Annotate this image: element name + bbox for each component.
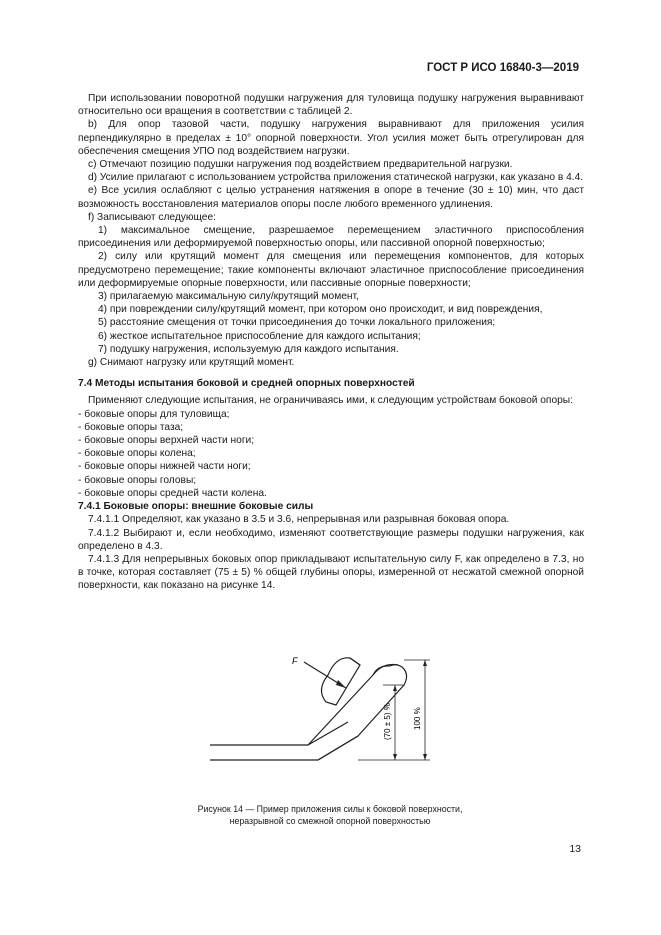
figure-caption bbox=[140, 803, 520, 827]
document-header: ГОСТ Р ИСО 16840-3—2019 bbox=[426, 62, 579, 74]
record-item: 2) силу или крутящий момент для смещения или перемещения компонентов, для которых предусмотрено перемещение; такие компоненты включают эластичное приспособление присоединения или деформируемые опорные поверхности, или пассивные опорные поверхности; bbox=[78, 251, 584, 289]
paragraph: При использовании поворотной подушки нагружения для туловища подушку нагружения выравнивают относительно оси вращения в соответствии с таблицей 2. bbox=[78, 93, 584, 118]
caption-line: неразрывной со смежной опорной поверхностью bbox=[229, 816, 431, 826]
list-item: - боковые опоры верхней части ноги; bbox=[78, 434, 584, 447]
caption-line: Рисунок 14 — Пример приложения силы к боковой поверхности, bbox=[197, 804, 463, 814]
dimension-inner-label: (70 ± 5) % bbox=[383, 703, 392, 740]
paragraph: e) Все усилия ослабляют с целью устранения натяжения в опоре в течение (30 ± 10) мин, что даст возможность восстановления материалов опоры после любого временного удлинения. bbox=[78, 185, 584, 210]
list-item: - боковые опоры головы; bbox=[78, 474, 584, 487]
document-body bbox=[78, 92, 584, 593]
section-title: 7.4 Методы испытания боковой и средней опорных поверхностей bbox=[78, 378, 415, 390]
paragraph: 7.4.1.2 Выбирают и, если необходимо, изменяют соответствующие размеры подушки нагружения, как определено в 4.3. bbox=[78, 527, 584, 552]
record-item: 7) подушку нагружения, используемую для каждого испытания. bbox=[98, 343, 399, 355]
list-item: - боковые опоры нижней части ноги; bbox=[78, 460, 584, 473]
list-item: - боковые опоры средней части колена. bbox=[78, 487, 584, 500]
paragraph: Применяют следующие испытания, не ограничиваясь ими, к следующим устройствам боковой опоры: bbox=[88, 395, 573, 407]
dimension-outer-label: 100 % bbox=[413, 707, 422, 730]
paragraph: g) Снимают нагрузку или крутящий момент. bbox=[88, 357, 295, 369]
record-item: 6) жесткое испытательное приспособление для каждого испытания; bbox=[98, 330, 421, 342]
subsection-title: 7.4.1 Боковые опоры: внешние боковые силы bbox=[78, 501, 314, 513]
paragraph: f) Записывают следующее: bbox=[88, 211, 216, 223]
force-label: F bbox=[292, 656, 298, 666]
paragraph: b) Для опор тазовой части, подушку нагружения выравнивают для приложения усилия перпендикулярно в пределах ± 10° опорной поверхности. Угол усилия может быть отрегулирован для обеспечения смещения УПО под воздействием нагрузки. bbox=[78, 119, 584, 157]
paragraph: c) Отмечают позицию подушки нагружения под воздействием предварительной нагрузки. bbox=[88, 159, 513, 171]
figure-14-diagram bbox=[208, 650, 438, 812]
record-item: 5) расстояние смещения от точки присоединения до точки локального приложения; bbox=[98, 317, 496, 329]
paragraph: 7.4.1.3 Для непрерывных боковых опор прикладывают испытательную силу F, как определено в 7.3, но в точке, которая составляет (75 ± 5) % общей глубины опоры, измеренной от несжатой смежной опорной поверхности, как показано на рисунке 14. bbox=[78, 553, 584, 592]
paragraph: d) Усилие прилагают с использованием устройства приложения статической нагрузки, как указано в 4.4. bbox=[88, 172, 584, 184]
page-number: 13 bbox=[569, 843, 581, 855]
list-item: - боковые опоры для туловища; bbox=[78, 408, 584, 421]
paragraph: 7.4.1.1 Определяют, как указано в 3.5 и 3.6, непрерывная или разрывная боковая опора. bbox=[88, 514, 510, 526]
list-item: - боковые опоры колена; bbox=[78, 447, 584, 460]
record-item: 1) максимальное смещение, разрешаемое перемещением эластичного приспособления присоединения или деформируемой поверхностью опоры, или пассивной опорной поверхностью; bbox=[78, 225, 584, 250]
support-list bbox=[78, 408, 584, 500]
record-item: 4) при повреждении силу/крутящий момент, при котором оно происходит, и вид повреждения, bbox=[98, 304, 543, 316]
record-item: 3) прилагаемую максимальную силу/крутящий момент, bbox=[98, 291, 359, 303]
list-item: - боковые опоры таза; bbox=[78, 421, 584, 434]
